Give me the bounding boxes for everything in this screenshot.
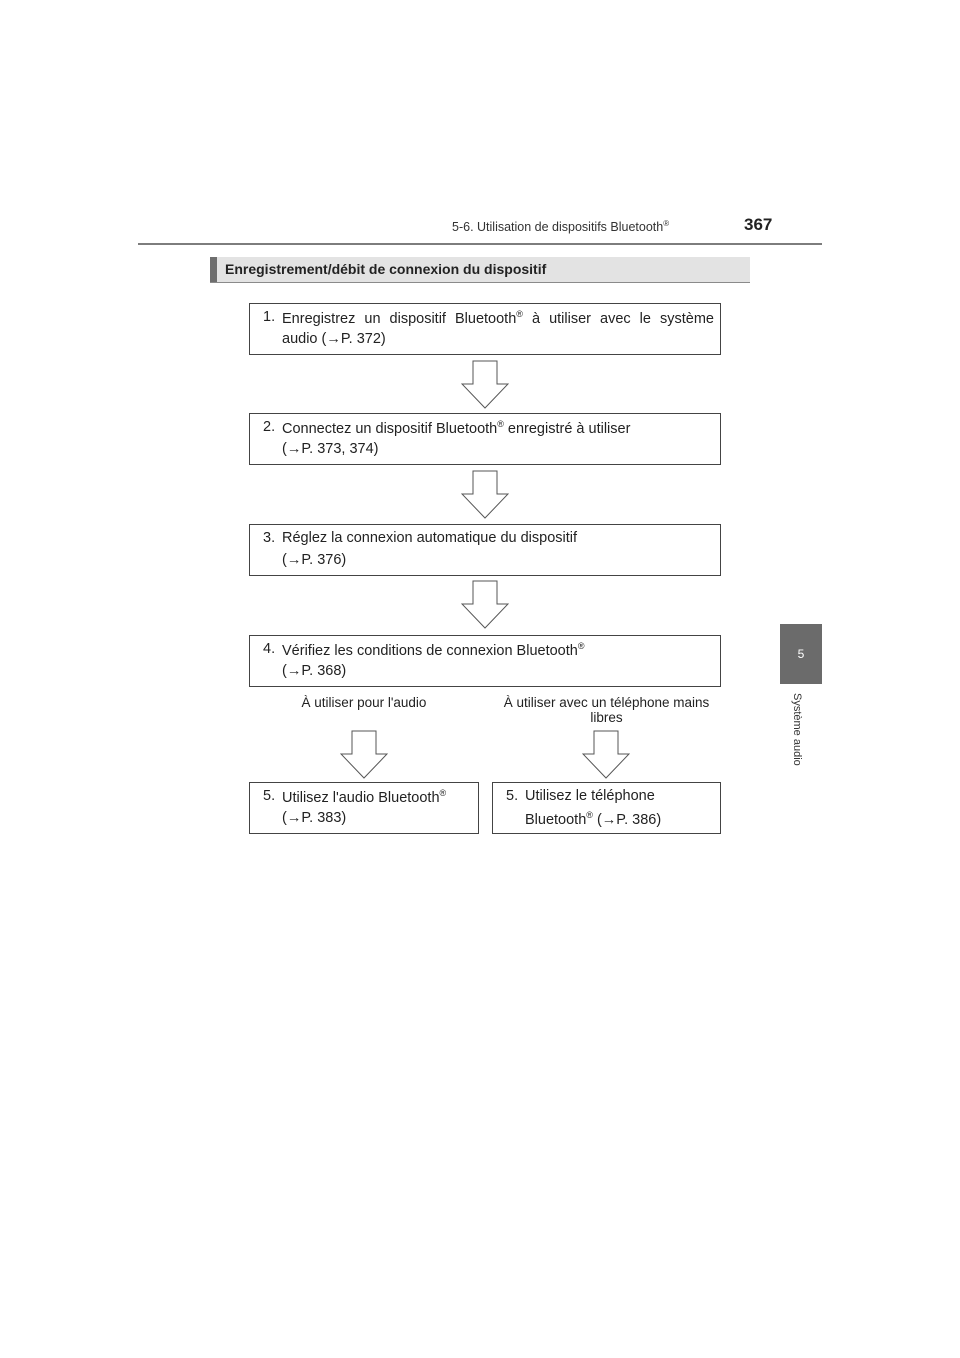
- running-header-text: 5-6. Utilisation de dispositifs Bluetooth: [452, 220, 664, 234]
- step-text-line1: [282, 309, 714, 327]
- registered-mark: ®: [577, 641, 585, 651]
- step-text: Vérifiez les conditions de connexion Bluetooth: [282, 643, 578, 659]
- section-title-accent: [210, 257, 217, 282]
- step-text-line2: (→P. 376): [282, 552, 347, 568]
- down-arrow-icon: [461, 580, 509, 630]
- down-arrow-icon: [340, 730, 388, 780]
- chapter-label: [789, 693, 803, 783]
- header-divider: [138, 243, 822, 245]
- flow-step-5-phone: [492, 782, 721, 834]
- step-text-line1: Utilisez le téléphone: [525, 788, 655, 804]
- step-number: 5.: [506, 788, 519, 804]
- step-text-line2: audio (→P. 372): [282, 331, 386, 347]
- down-arrow-icon: [582, 730, 630, 780]
- step-text: Utilisez l'audio Bluetooth: [282, 790, 440, 806]
- step-number: 5.: [263, 788, 276, 804]
- step-text: (→P. 386): [592, 812, 662, 828]
- chapter-label-text: Système audio: [791, 693, 803, 766]
- flow-step-5-audio: [249, 782, 479, 834]
- step-text-line2: (→P. 373, 374): [282, 441, 379, 457]
- step-text-line2: (→P. 368): [282, 663, 347, 679]
- flow-step-4: [249, 635, 721, 687]
- down-arrow-icon: [461, 470, 509, 520]
- flow-step-3: [249, 524, 721, 576]
- step-text-line2: [525, 810, 661, 828]
- step-text: enregistré à utiliser: [503, 421, 631, 437]
- branch-label-handsfree-line2: libres: [590, 710, 623, 725]
- page-number: 367: [744, 215, 773, 234]
- registered-mark: ®: [439, 788, 447, 798]
- step-number: 3.: [263, 530, 276, 546]
- step-text: Enregistrez un dispositif Bluetooth: [282, 311, 517, 327]
- flow-step-2: [249, 413, 721, 465]
- step-number: 1.: [263, 309, 276, 325]
- step-text-line1: [282, 641, 584, 659]
- step-text-line1: [282, 788, 446, 806]
- step-text-line1: [282, 419, 630, 437]
- registered-mark: ®: [516, 309, 523, 319]
- registered-mark: ®: [586, 810, 593, 820]
- step-number: 4.: [263, 641, 276, 657]
- section-title-bar: [210, 257, 750, 283]
- chapter-tab[interactable]: 5: [780, 624, 822, 684]
- step-number: 2.: [263, 419, 276, 435]
- step-text: Connectez un dispositif Bluetooth: [282, 421, 498, 437]
- branch-label-handsfree: [492, 695, 721, 725]
- step-text: Réglez la connexion automatique du dispositif: [282, 530, 578, 546]
- step-text-line1: [282, 530, 577, 546]
- section-title: Enregistrement/débit de connexion du dispositif: [225, 261, 547, 277]
- registered-mark: ®: [663, 219, 670, 228]
- branch-label-audio: À utiliser pour l'audio: [301, 695, 427, 710]
- step-text-line2: (→P. 383): [282, 810, 347, 826]
- registered-mark: ®: [497, 419, 504, 429]
- down-arrow-icon: [461, 360, 509, 410]
- step-text: à utiliser avec le système: [522, 311, 714, 327]
- running-header: [452, 219, 669, 234]
- flow-step-1: [249, 303, 721, 355]
- branch-label-handsfree-line1: À utiliser avec un téléphone mains: [503, 695, 710, 710]
- step-text: Bluetooth: [525, 812, 587, 828]
